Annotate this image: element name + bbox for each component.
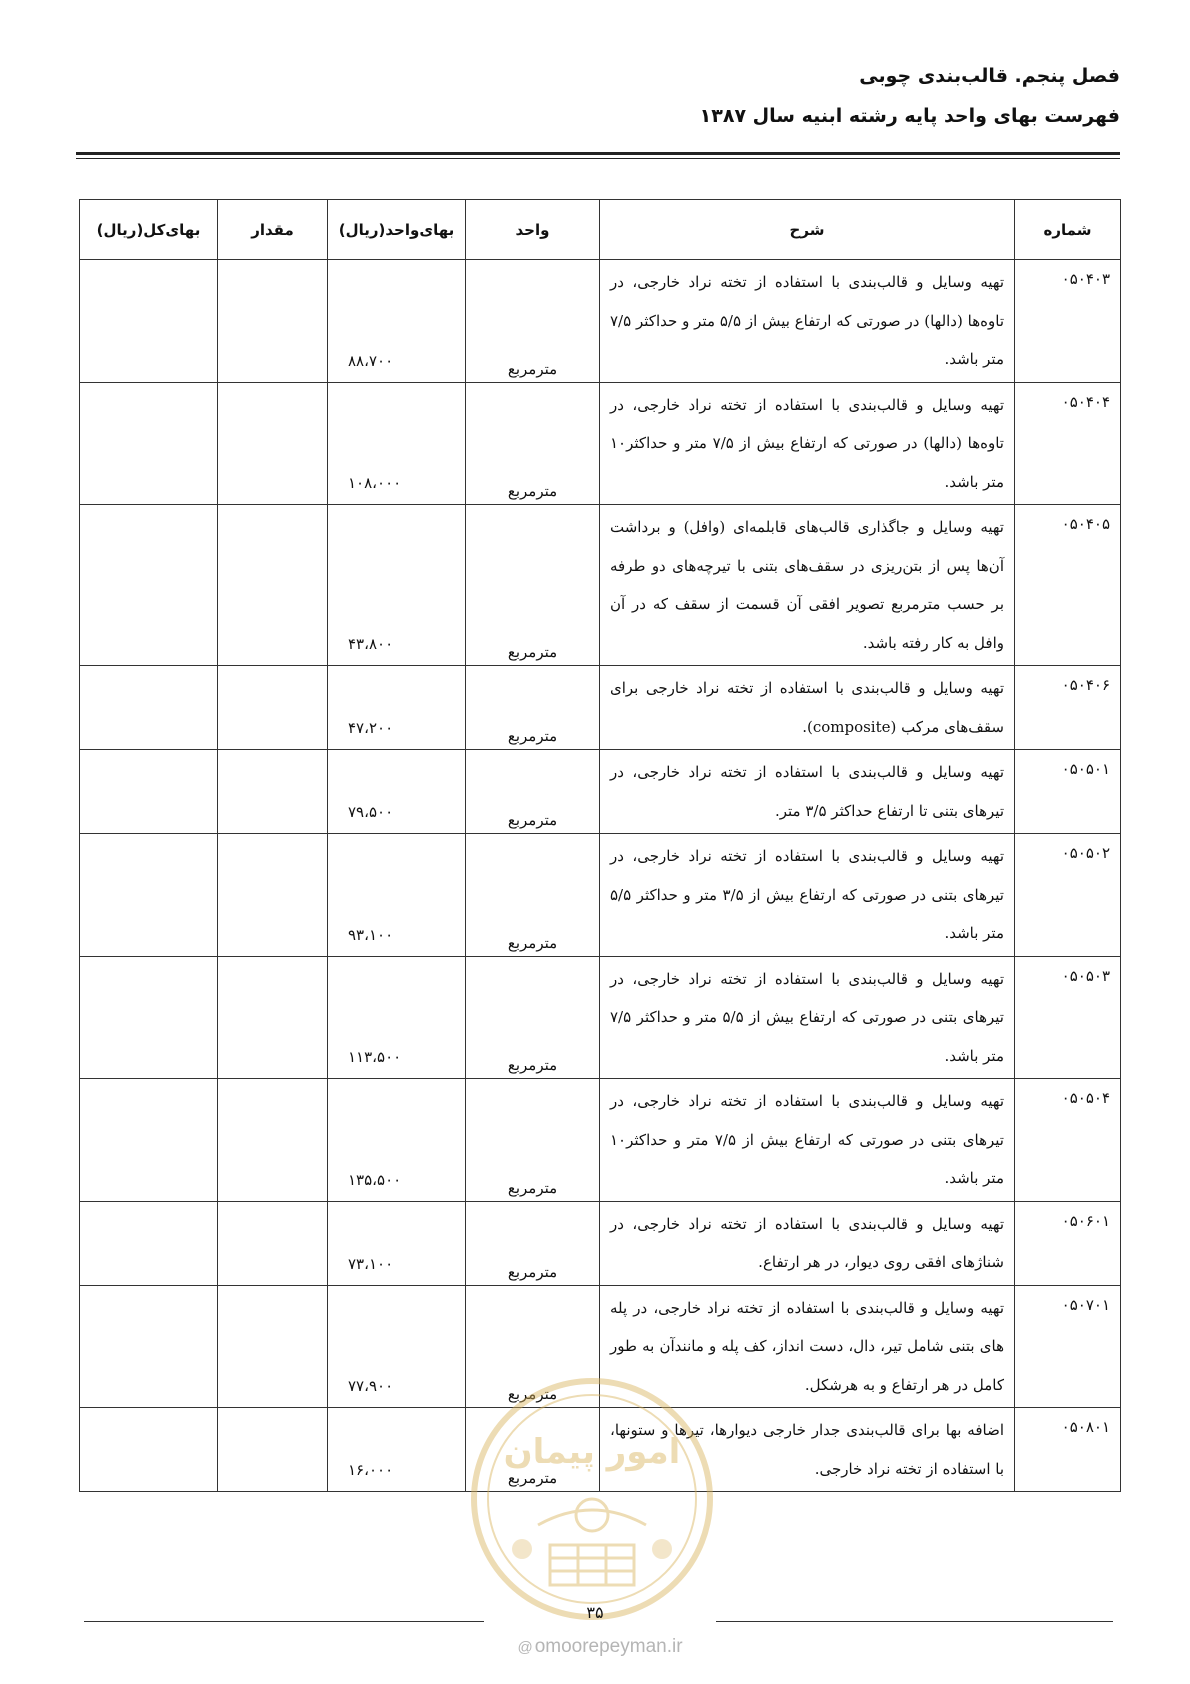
item-unit-price: ۱۱۳،۵۰۰ [328,956,466,1079]
column-header-quantity: مقدار [218,200,328,260]
item-unit-price: ۷۹،۵۰۰ [328,750,466,834]
item-total-price [80,1285,218,1408]
column-header-number: شماره [1015,200,1121,260]
column-header-unit-price: بهای‌واحد(ریال) [328,200,466,260]
item-unit: مترمربع [466,834,600,957]
item-number: ۰۵۰۴۰۳ [1015,260,1121,383]
table-row [80,834,1121,957]
table-row [80,505,1121,666]
item-quantity [218,956,328,1079]
item-description: تهیه وسایل و جاگذاری قالب‌های قابلمه‌ای (وافل) و برداشت آن‌ها پس از بتن‌ریزی در سقف‌های بتنی با تیرچه‌های دو طرفه بر حسب مترمربع تصویر افقی آن قسمت از سقف که در آن وافل به کار رفته باشد. [600,505,1015,666]
table-row [80,1285,1121,1408]
item-total-price [80,1079,218,1202]
item-number: ۰۵۰۵۰۱ [1015,750,1121,834]
table-row [80,382,1121,505]
item-total-price [80,260,218,383]
chapter-title: فصل پنجم. قالب‌بندی چوبی [859,65,1120,87]
item-description: تهیه وسایل و قالب‌بندی با استفاده از تخته نراد خارجی، در تاوه‌ها (دالها) در صورتی که ارتفاع بیش از ۵/۵ متر و حداکثر ۷/۵ متر باشد. [600,260,1015,383]
item-number: ۰۵۰۴۰۶ [1015,666,1121,750]
item-unit: مترمربع [466,956,600,1079]
page-header [76,58,1120,134]
item-unit-price: ۱۳۵،۵۰۰ [328,1079,466,1202]
item-unit-price: ۱۶،۰۰۰ [328,1408,466,1492]
item-unit-price: ۷۷،۹۰۰ [328,1285,466,1408]
item-description: تهیه وسایل و قالب‌بندی با استفاده از تخته نراد خارجی، در تیرهای بتنی در صورتی که ارتفاع بیش از ۷/۵ متر و حداکثر۱۰ متر باشد. [600,1079,1015,1202]
item-number: ۰۵۰۵۰۳ [1015,956,1121,1079]
item-description: تهیه وسایل و قالب‌بندی با استفاده از تخته نراد خارجی، در تیرهای بتنی در صورتی که ارتفاع بیش از ۳/۵ متر و حداکثر ۵/۵ متر باشد. [600,834,1015,957]
website-text: omoorepeyman.ir [534,1636,683,1657]
item-number: ۰۵۰۴۰۵ [1015,505,1121,666]
item-total-price [80,834,218,957]
item-total-price [80,1408,218,1492]
item-unit: مترمربع [466,1079,600,1202]
item-unit-price: ۸۸،۷۰۰ [328,260,466,383]
item-quantity [218,260,328,383]
item-description: تهیه وسایل و قالب‌بندی با استفاده از تخته نراد خارجی، در تیرهای بتنی تا ارتفاع حداکثر ۳/۵ متر. [600,750,1015,834]
item-number: ۰۵۰۷۰۱ [1015,1285,1121,1408]
item-unit-price: ۹۳،۱۰۰ [328,834,466,957]
item-total-price [80,382,218,505]
item-unit: مترمربع [466,1201,600,1285]
item-total-price [80,956,218,1079]
item-description: تهیه وسایل و قالب‌بندی با استفاده از تخته نراد خارجی، در پله های بتنی شامل تیر، دال، دست انداز، کف پله و مانندآن به طور کامل در هر ارتفاع و به هرشکل. [600,1285,1015,1408]
item-quantity [218,1408,328,1492]
table-header-row [80,200,1121,260]
item-unit: مترمربع [466,1285,600,1408]
column-header-unit: واحد [466,200,600,260]
table-row [80,956,1121,1079]
item-unit-price: ۱۰۸،۰۰۰ [328,382,466,505]
table-row [80,1201,1121,1285]
item-unit: مترمربع [466,666,600,750]
table-row [80,1079,1121,1202]
watermark-text: امور پیمان [503,1432,681,1472]
table-row [80,260,1121,383]
at-icon: @ [517,1639,533,1656]
table-row [80,750,1121,834]
document-subtitle: فهرست بهای واحد پایه رشته ابنیه سال ۱۳۸۷ [699,105,1120,127]
item-unit-price: ۴۷،۲۰۰ [328,666,466,750]
item-description: اضافه بها برای قالب‌بندی جدار خارجی دیوارها، تیرها و ستونها، با استفاده از تخته نراد خارجی. [600,1408,1015,1492]
item-quantity [218,666,328,750]
item-quantity [218,1079,328,1202]
item-number: ۰۵۰۶۰۱ [1015,1201,1121,1285]
item-total-price [80,505,218,666]
price-table [79,199,1121,1492]
item-total-price [80,750,218,834]
table-row [80,666,1121,750]
item-unit: مترمربع [466,505,600,666]
item-total-price [80,1201,218,1285]
item-unit-price: ۷۳،۱۰۰ [328,1201,466,1285]
item-unit: مترمربع [466,750,600,834]
item-quantity [218,834,328,957]
page-number: ۳۵ [586,1603,604,1622]
item-number: ۰۵۰۴۰۴ [1015,382,1121,505]
item-description: تهیه وسایل و قالب‌بندی با استفاده از تخته نراد خارجی، در تاوه‌ها (دالها) در صورتی که ارتفاع بیش از ۷/۵ متر و حداکثر۱۰ متر باشد. [600,382,1015,505]
item-description: تهیه وسایل و قالب‌بندی با استفاده از تخته نراد خارجی برای سقف‌های مرکب (composite). [600,666,1015,750]
item-quantity [218,1201,328,1285]
item-quantity [218,750,328,834]
item-number: ۰۵۰۵۰۴ [1015,1079,1121,1202]
item-quantity [218,505,328,666]
item-number: ۰۵۰۵۰۲ [1015,834,1121,957]
footer-rule-left [84,1621,484,1622]
item-quantity [218,382,328,505]
website-watermark [490,1636,710,1658]
item-total-price [80,666,218,750]
column-header-total-price: بهای‌کل(ریال) [80,200,218,260]
item-unit: مترمربع [466,382,600,505]
item-unit: مترمربع [466,260,600,383]
table-row [80,1408,1121,1492]
item-unit-price: ۴۳،۸۰۰ [328,505,466,666]
header-rule-thick [76,152,1120,155]
header-rule-thin [76,158,1120,159]
footer-rule-right [716,1621,1113,1622]
item-description: تهیه وسایل و قالب‌بندی با استفاده از تخته نراد خارجی، در تیرهای بتنی در صورتی که ارتفاع بیش از ۵/۵ متر و حداکثر ۷/۵ متر باشد. [600,956,1015,1079]
item-number: ۰۵۰۸۰۱ [1015,1408,1121,1492]
item-quantity [218,1285,328,1408]
item-description: تهیه وسایل و قالب‌بندی با استفاده از تخته نراد خارجی، در شناژهای افقی روی دیوار، در هر ارتفاع. [600,1201,1015,1285]
item-unit: مترمربع [466,1408,600,1492]
column-header-description: شرح [600,200,1015,260]
